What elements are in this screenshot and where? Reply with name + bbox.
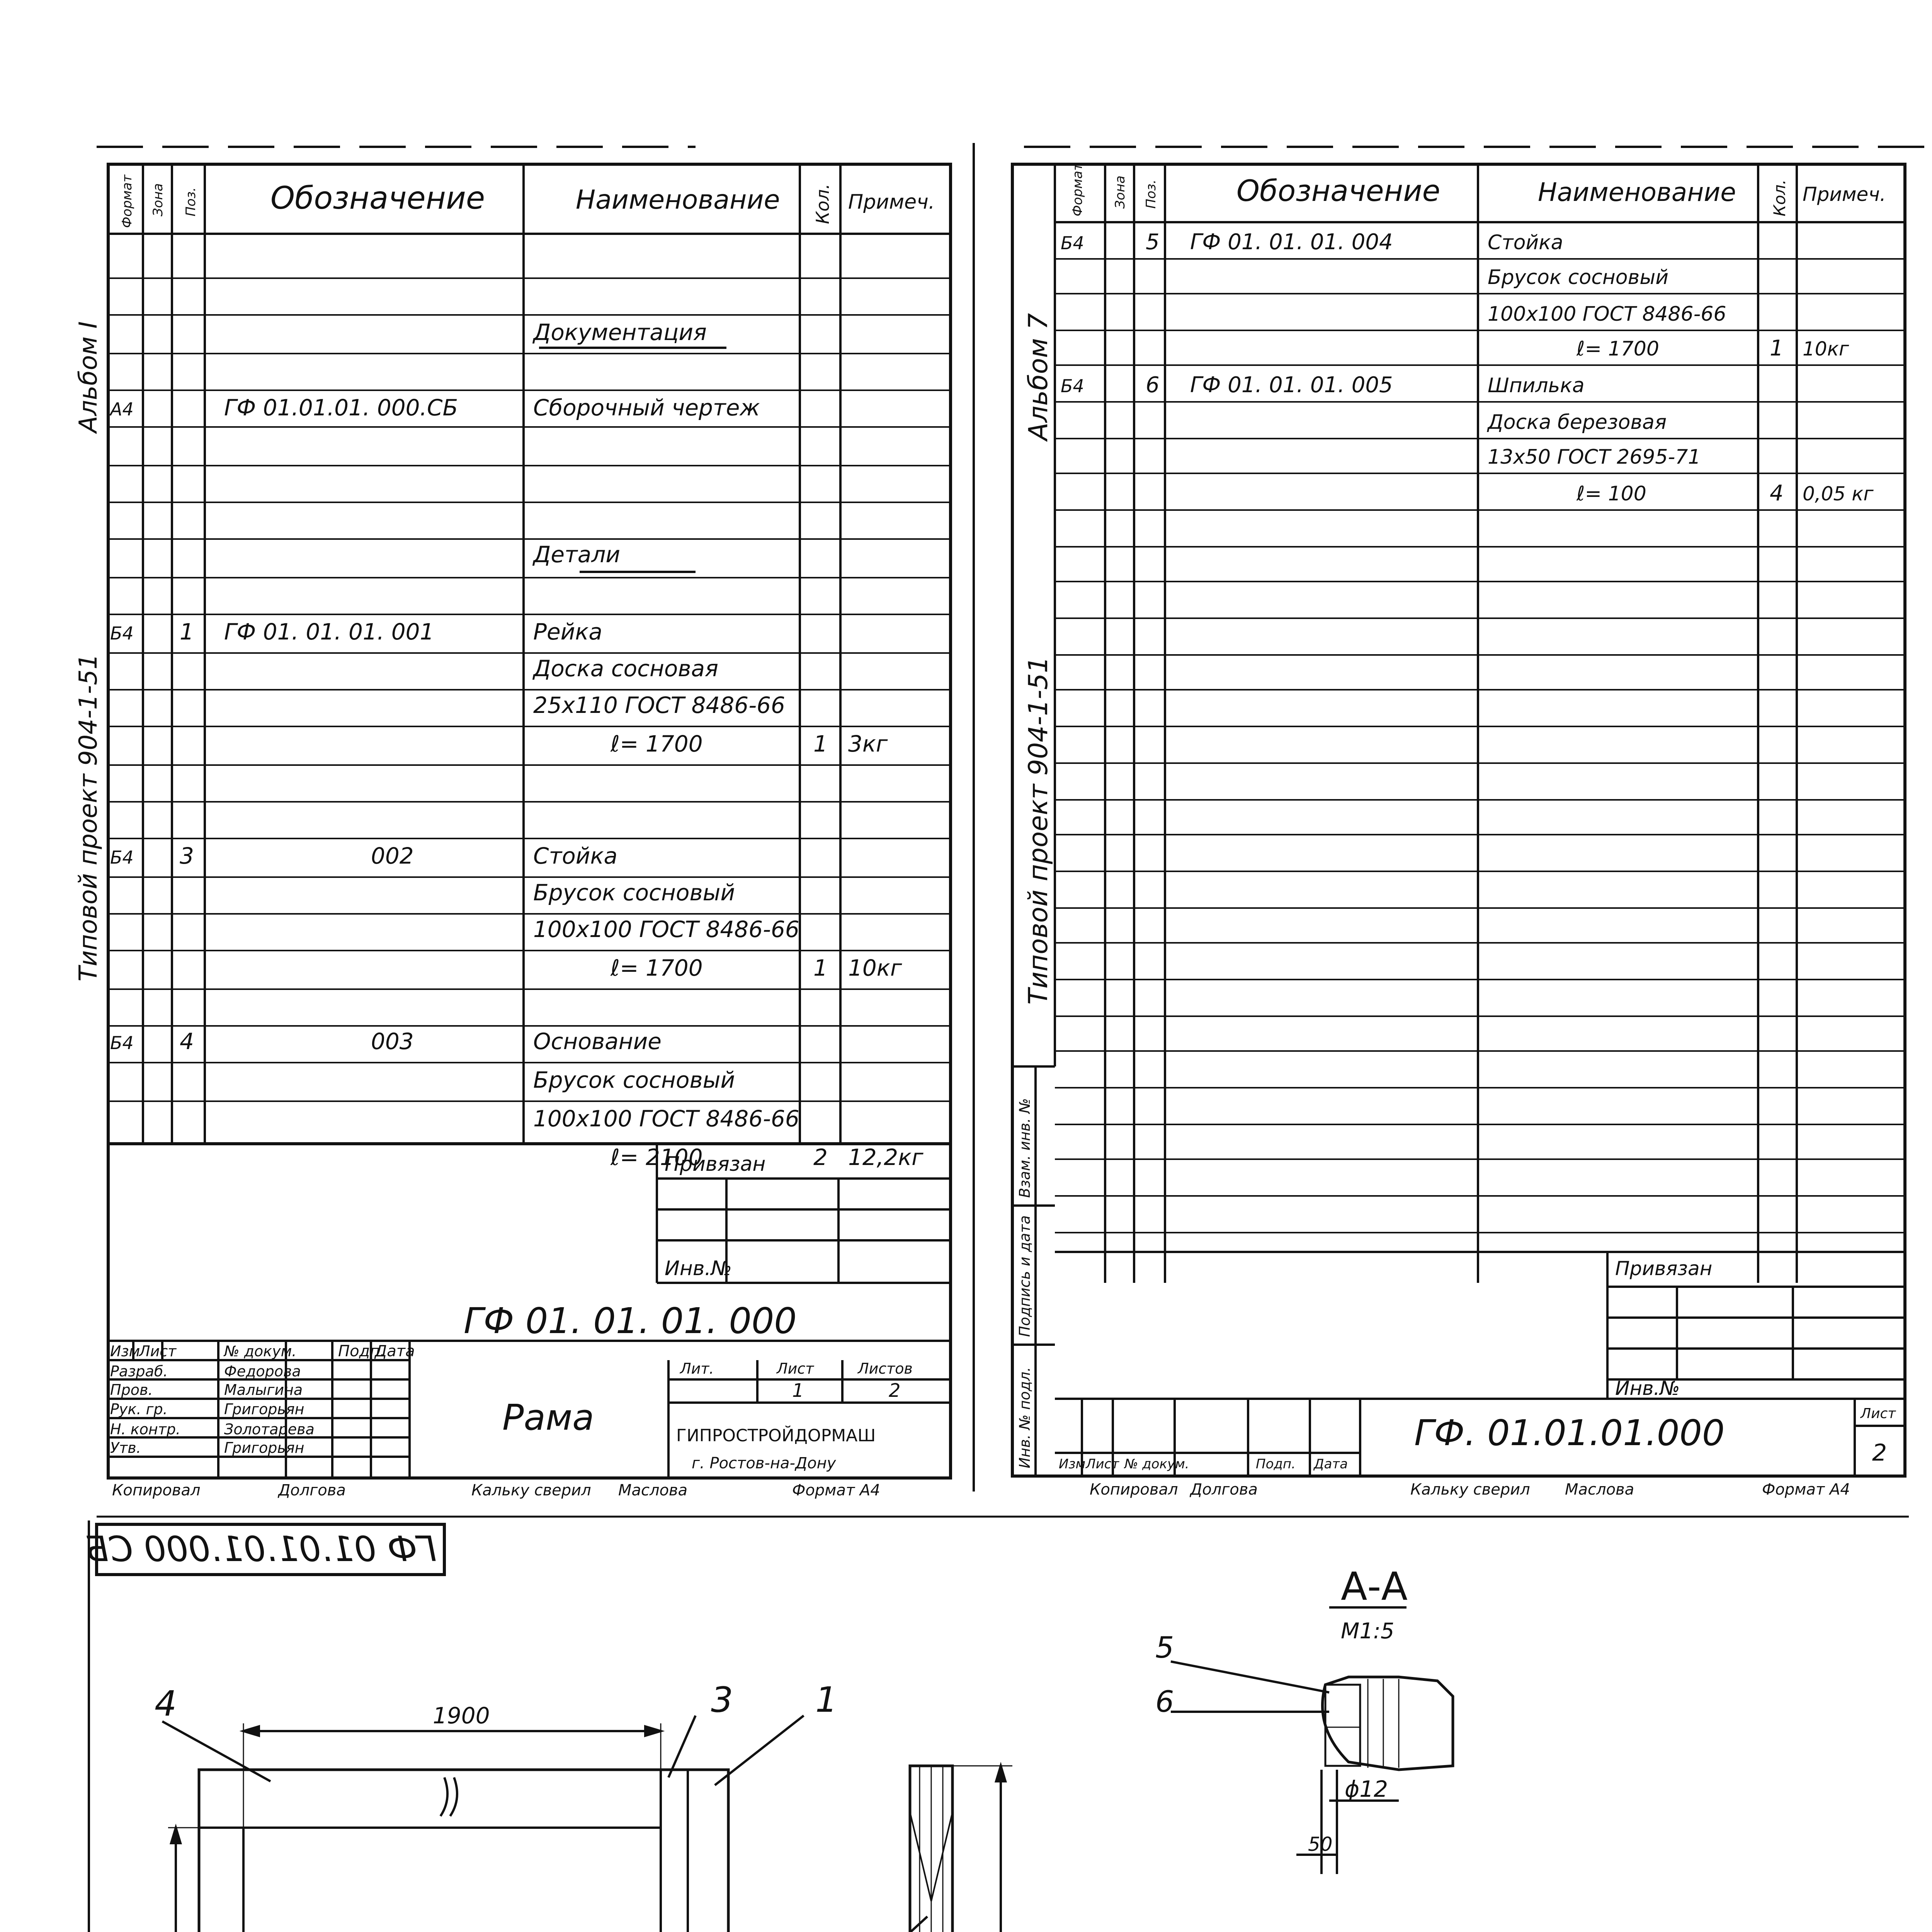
spec-right-inv: Инв.№	[1615, 1377, 1680, 1400]
spec-left-code: ГФ 01. 01. 01. 000	[464, 1300, 797, 1342]
spec-right-header-format: Формат	[1070, 163, 1085, 216]
spec-left-role-extra: № докум.	[224, 1343, 297, 1360]
spec-left-side-bottom: Типовой проект 904-1-51	[74, 653, 103, 981]
spec-left-col-sheet: Лист	[777, 1360, 814, 1377]
spec-left-row-pos: 1	[180, 619, 194, 645]
spec-left-privyazan: Привязан	[665, 1153, 766, 1176]
spec-right-side-top: Альбом 7	[1023, 313, 1054, 440]
spec-left-role: Разраб.	[110, 1363, 168, 1380]
spec-right-foot-col-2: Лист	[1086, 1456, 1119, 1472]
spec-right-row-note: 0,05 кг	[1803, 483, 1874, 505]
spec-right-row-name: Стойка	[1488, 231, 1563, 254]
spec-right-row-name: 13х50 ГОСТ 2695-71	[1488, 446, 1701, 469]
spec-right-side-bottom: Типовой проект 904-1-51	[1023, 656, 1054, 1005]
spec-left-row-name: Рейка	[533, 619, 602, 645]
spec-left-sheet: 1	[792, 1380, 804, 1401]
spec-left-row-name: Детали	[533, 541, 621, 568]
spec-left-header-name: Наименование	[576, 185, 780, 215]
spec-left-role-name: Федорова	[224, 1363, 301, 1380]
spec-right-header-zone: Зона	[1112, 175, 1128, 209]
spec-right-footer-traced: Калькy сверил	[1410, 1481, 1530, 1498]
spec-left-role: Пров.	[110, 1381, 153, 1398]
spec-right-foot-col-5: Дата	[1314, 1456, 1348, 1472]
spec-right-sheet: 2	[1872, 1439, 1887, 1466]
spec-left-row-name: Сборочный чертеж	[533, 395, 760, 421]
spec-left-row-designation: 002	[371, 843, 414, 869]
spec-left-footer-copied: Копировал	[112, 1481, 201, 1499]
spec-left-row-format: Б4	[110, 623, 134, 644]
spec-left-header-qty: Кол.	[812, 184, 833, 224]
spec-right-code: ГФ. 01.01.01.000	[1414, 1412, 1725, 1454]
frame-pos-3: 3	[711, 1680, 733, 1720]
spec-right-row-pos: 6	[1146, 372, 1160, 398]
spec-left-role: Изм	[110, 1343, 140, 1360]
spec-left-footer-format: Формат А4	[792, 1481, 880, 1499]
spec-right-row-name: ℓ= 100	[1577, 482, 1646, 505]
section-dim-dia: ϕ12	[1345, 1776, 1388, 1802]
spec-left-row-pos: 4	[180, 1028, 194, 1054]
spec-left-col-lit: Лит.	[680, 1360, 714, 1377]
spec-right-row-name: ℓ= 1700	[1577, 337, 1659, 361]
spec-right-privyazan: Привязан	[1615, 1257, 1713, 1280]
spec-right-row-name: Брусок сосновый	[1488, 266, 1669, 289]
mirrored-code: ГФ 01.01.01.000 СБ	[85, 1529, 437, 1570]
spec-left-city: г. Ростов-на-Дону	[692, 1454, 836, 1472]
spec-right-footer-copied: Копировал	[1090, 1481, 1178, 1498]
spec-left-header-zone: Зона	[150, 183, 166, 216]
spec-left-row-name: Документация	[533, 319, 707, 345]
spec-left-row-qty: 1	[813, 731, 828, 757]
spec-left-row-name: ℓ= 1700	[611, 731, 703, 757]
spec-left-role-name: Малыгина	[224, 1381, 303, 1398]
spec-right-stamp-col-1: Инв. № подл.	[1016, 1367, 1033, 1468]
spec-right-foot-col-1: Изм	[1059, 1456, 1086, 1472]
spec-right-row-designation: ГФ 01. 01. 01. 005	[1190, 372, 1393, 398]
spec-left-row-format: Б4	[110, 1032, 134, 1053]
spec-left-role: Н. контр.	[110, 1421, 181, 1438]
section-dim-len: 50	[1308, 1833, 1333, 1855]
spec-right-header-name: Наименование	[1538, 177, 1736, 207]
frame-width-dim: 1900	[433, 1702, 490, 1729]
spec-left-row-note: 10кг	[848, 955, 902, 981]
spec-left-footer-traced: Калькy сверил	[471, 1481, 591, 1499]
spec-left-row-format: А4	[110, 399, 134, 420]
spec-left-header-designation: Обозначение	[270, 180, 485, 216]
spec-left-footer-copier: Долгова	[278, 1481, 346, 1499]
spec-right-header-qty: Кол.	[1770, 179, 1789, 216]
spec-left-row-note: 12,2кг	[848, 1144, 923, 1170]
spec-right-foot-col-4: Подп.	[1256, 1456, 1296, 1472]
spec-left-footer-tracer: Маслова	[618, 1481, 688, 1499]
spec-left-row-name: 100х100 ГОСТ 8486-66	[533, 1105, 799, 1132]
spec-left-row-qty: 2	[813, 1144, 828, 1170]
spec-left-sheets: 2	[889, 1380, 901, 1401]
spec-right-row-name: 100х100 ГОСТ 8486-66	[1488, 303, 1726, 326]
spec-right-footer-tracer: Маслова	[1565, 1481, 1634, 1498]
spec-right-row-format: Б4	[1061, 376, 1084, 396]
frame-pos-1: 1	[815, 1680, 838, 1720]
spec-left-row-name: Доска сосновая	[533, 655, 718, 682]
spec-left-row-name: ℓ= 1700	[611, 955, 703, 981]
spec-right-row-designation: ГФ 01. 01. 01. 004	[1190, 230, 1393, 255]
spec-left-row-name: 100х100 ГОСТ 8486-66	[533, 916, 799, 942]
spec-right-row-qty: 4	[1770, 481, 1784, 506]
spec-right-row-note: 10кг	[1803, 338, 1849, 360]
spec-left-col-date: Дата	[375, 1342, 415, 1360]
spec-left-row-designation: ГФ 01. 01. 01. 001	[224, 619, 434, 645]
spec-left-org: ГИПРОСТРОЙДОРМАШ	[676, 1426, 876, 1446]
spec-left-row-name: Основание	[533, 1028, 662, 1054]
spec-left-row-pos: 3	[180, 843, 194, 869]
spec-left-role-name: Золотарева	[224, 1421, 315, 1438]
spec-left-row-qty: 1	[813, 955, 828, 981]
spec-left-row-format: Б4	[110, 847, 134, 868]
spec-right-stamp-col-2: Подпись и дата	[1016, 1215, 1033, 1337]
spec-right-stamp-col-3: Взам. инв. №	[1016, 1098, 1033, 1198]
spec-left-side-top: Альбом I	[74, 321, 103, 433]
spec-left-header-format: Формат	[119, 175, 135, 228]
spec-left-role-name: Григорьян	[224, 1439, 304, 1456]
spec-left-inv: Инв.№	[665, 1257, 732, 1280]
spec-left-header-note: Примеч.	[848, 190, 935, 214]
spec-left-row-name: Брусок сосновый	[533, 1067, 735, 1093]
spec-right-header-pos: Поз.	[1143, 179, 1159, 209]
spec-right-foot-col-3: № докум.	[1124, 1456, 1189, 1472]
spec-left-row-designation: ГФ 01.01.01. 000.СБ	[224, 395, 458, 421]
spec-right-row-name: Доска березовая	[1488, 411, 1667, 434]
spec-right-sheet-label: Лист	[1861, 1406, 1896, 1422]
spec-left-row-name: ℓ= 2100	[611, 1144, 703, 1170]
section-title: А-А	[1341, 1564, 1408, 1609]
spec-left-title: Рама	[502, 1397, 594, 1438]
spec-left-row-name: Брусок сосновый	[533, 879, 735, 906]
spec-right-footer-copier: Долгова	[1190, 1481, 1258, 1498]
frame-pos-4: 4	[155, 1684, 177, 1724]
spec-left-role-name: Лист	[139, 1343, 177, 1360]
spec-right-row-qty: 1	[1770, 336, 1784, 361]
spec-left-row-note: 3кг	[848, 731, 888, 757]
spec-left-row-name: 25х110 ГОСТ 8486-66	[533, 692, 785, 718]
spec-left-header-pos: Поз.	[183, 187, 199, 216]
spec-right-header-note: Примеч.	[1803, 183, 1886, 206]
spec-left-col-sheets: Листов	[858, 1360, 913, 1377]
spec-left-role: Утв.	[110, 1439, 141, 1456]
spec-right-row-format: Б4	[1061, 233, 1084, 253]
spec-right-header-designation: Обозначение	[1236, 173, 1440, 208]
spec-left-role: Рук. гр.	[110, 1401, 168, 1418]
spec-left-role-name: Григорьян	[224, 1401, 304, 1418]
spec-left-row-name: Стойка	[533, 843, 618, 869]
spec-right-footer-format: Формат А4	[1762, 1481, 1850, 1498]
section-scale: М1:5	[1341, 1619, 1395, 1644]
spec-right-row-pos: 5	[1146, 230, 1160, 255]
spec-left-row-designation: 003	[371, 1028, 414, 1054]
section-pos-6: 6	[1155, 1684, 1174, 1719]
spec-right-row-name: Шпилька	[1488, 374, 1585, 397]
section-pos-5: 5	[1155, 1630, 1174, 1665]
spec-left-col-sign: Подп.	[338, 1342, 385, 1360]
